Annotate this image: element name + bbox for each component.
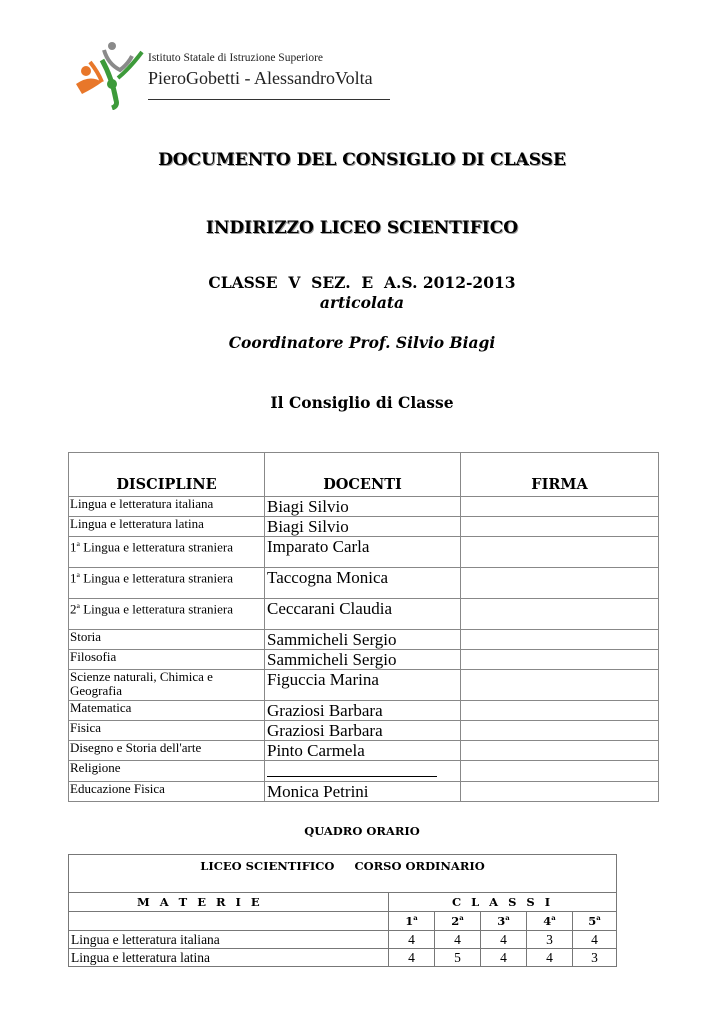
firma-cell [461,741,659,761]
institute-logo [72,38,392,110]
class-suffix: a [459,914,464,923]
discipline-cell [69,782,265,802]
col-header-docenti: DOCENTI [265,453,461,497]
table-row [69,931,617,949]
consiglio-heading: Il Consiglio di Classe [270,393,454,412]
logo-figures-icon [72,38,148,110]
docente-cell [265,568,461,599]
discipline-cell [69,517,265,537]
orario-head: LICEO SCIENTIFICO CORSO ORDINARIO [69,855,617,893]
docente-cell [265,537,461,568]
hours-cell: 4 [481,949,527,967]
docente-name: Ceccarani Claudia [267,599,393,618]
docente-cell [265,599,461,630]
table-row [69,741,659,761]
ordinal-suffix: a [76,601,80,610]
firma-cell [461,761,659,782]
docente-cell [265,721,461,741]
table-row [69,782,659,802]
hours-cell: 4 [389,949,435,967]
table-header-row [69,453,659,497]
firma-cell [461,701,659,721]
quadro-orario-table [68,854,617,967]
discipline-label: Matematica [70,700,132,715]
discipline-cell [69,650,265,670]
ordinal-suffix: a [76,539,80,548]
firma-cell [461,517,659,537]
docente-name: Taccogna Monica [267,568,389,587]
class-number-cell [527,912,573,931]
classe-line: CLASSE V SEZ. E A.S. 2012-2013 [208,273,516,292]
docente-name: Imparato Carla [267,537,370,556]
hours-cell: 4 [573,931,617,949]
class-number-cell [435,912,481,931]
class-suffix: a [551,914,556,923]
document-title: DOCUMENTO DEL CONSIGLIO DI CLASSE [158,150,566,170]
discipline-label: Lingua e letteratura italiana [70,496,214,511]
ordinal-number: 2 [70,601,77,617]
firma-cell [461,568,659,599]
discipline-label: Fisica [70,720,102,735]
docente-name: Graziosi Barbara [267,701,383,720]
docente-name: Biagi Silvio [267,497,349,516]
blank-teacher-line [267,761,437,777]
table-row [69,949,617,967]
docente-name: Sammicheli Sergio [267,650,397,669]
discipline-label: Lingua e letteratura straniera [79,539,233,555]
firma-cell [461,670,659,701]
firma-cell [461,782,659,802]
discipline-label: Scienze naturali, Chimica e Geografia [70,669,213,698]
docente-name: Biagi Silvio [267,517,349,536]
discipline-label: Lingua e letteratura straniera [79,601,233,617]
firma-cell [461,599,659,630]
hours-cell: 4 [389,931,435,949]
docente-name: Figuccia Marina [267,670,379,689]
docente-name: Sammicheli Sergio [267,630,397,649]
orario-subject: Lingua e letteratura latina [69,949,389,967]
hours-cell: 4 [435,931,481,949]
class-suffix: a [596,914,601,923]
discipline-cell [69,701,265,721]
discipline-cell [69,670,265,701]
class-suffix: a [505,914,510,923]
orario-subject: Lingua e letteratura italiana [69,931,389,949]
indirizzo-title: INDIRIZZO LICEO SCIENTIFICO [205,218,519,238]
institute-line2: PieroGobetti - AlessandroVolta [148,68,373,88]
class-number: 3 [497,914,506,928]
empty-cell [69,912,389,931]
table-row [69,761,659,782]
class-number: 5 [588,914,597,928]
docente-cell [265,630,461,650]
table-row [69,650,659,670]
firma-cell [461,497,659,517]
class-number: 1 [405,914,414,928]
docente-cell [265,497,461,517]
discipline-label: Religione [70,760,121,775]
discipline-cell [69,537,265,568]
docente-cell [265,741,461,761]
table-row [69,670,659,701]
firma-cell [461,537,659,568]
class-number-cell [573,912,617,931]
discipline-cell [69,741,265,761]
class-number-cell [481,912,527,931]
docente-name: Monica Petrini [267,782,369,801]
discipline-cell [69,630,265,650]
table-row [69,701,659,721]
classi-header: C L A S S I [389,893,617,912]
docente-cell [265,701,461,721]
discipline-cell [69,497,265,517]
institute-line1: Istituto Statale di Istruzione Superiore [148,52,324,64]
consiglio-table [68,452,659,802]
discipline-label: Lingua e letteratura straniera [79,570,233,586]
coordinatore-line: Coordinatore Prof. Silvio Biagi [228,333,496,352]
firma-cell [461,630,659,650]
articolata-line: articolata [319,293,405,312]
ordinal-number: 1 [70,570,77,586]
discipline-label: Lingua e letteratura latina [70,516,204,531]
discipline-cell [69,599,265,630]
discipline-cell [69,568,265,599]
class-suffix: a [413,914,418,923]
docente-cell [265,517,461,537]
table-row [69,599,659,630]
class-number: 4 [543,914,552,928]
hours-cell: 4 [527,949,573,967]
discipline-label: Storia [70,629,102,644]
class-number: 2 [451,914,460,928]
hours-cell: 3 [573,949,617,967]
quadro-orario-title: QUADRO ORARIO [304,824,420,838]
materie-header: M A T E R I E [69,893,389,912]
discipline-label: Filosofia [70,649,117,664]
col-header-discipline: DISCIPLINE [69,453,265,497]
hours-cell: 4 [481,931,527,949]
docente-cell [265,782,461,802]
docente-name: Pinto Carmela [267,741,365,760]
table-row [69,517,659,537]
discipline-cell [69,761,265,782]
col-header-firma: FIRMA [461,453,659,497]
ordinal-suffix: a [76,570,80,579]
logo-divider [148,99,390,100]
hours-cell: 5 [435,949,481,967]
discipline-label: Disegno e Storia dell'arte [70,740,202,755]
hours-cell: 3 [527,931,573,949]
docente-cell [265,670,461,701]
table-row [69,630,659,650]
docente-cell [265,650,461,670]
table-row [69,537,659,568]
class-number-cell [389,912,435,931]
table-row [69,568,659,599]
discipline-label: Educazione Fisica [70,781,165,796]
table-row [69,721,659,741]
table-row [69,497,659,517]
firma-cell [461,721,659,741]
firma-cell [461,650,659,670]
docente-name: Graziosi Barbara [267,721,383,740]
discipline-cell [69,721,265,741]
docente-cell [265,761,461,782]
ordinal-number: 1 [70,539,77,555]
